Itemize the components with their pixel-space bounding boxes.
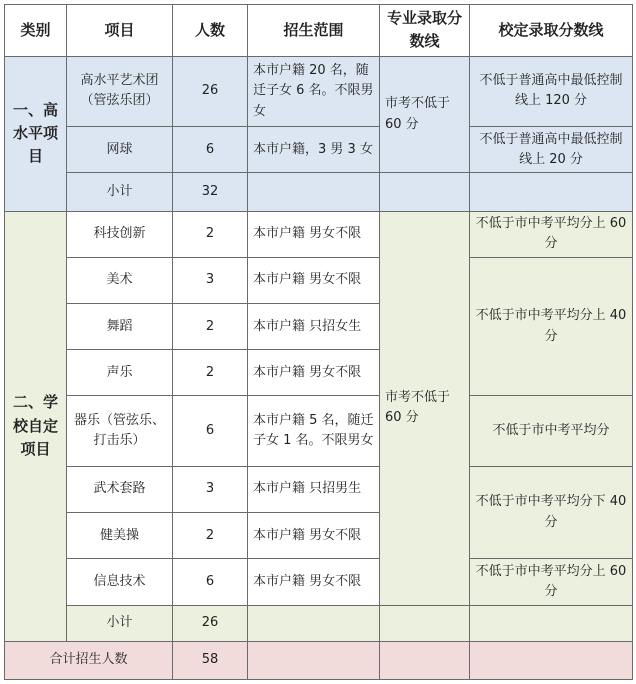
empty-cell (248, 641, 380, 679)
empty-cell (470, 173, 633, 211)
subtotal-count: 26 (173, 605, 248, 641)
admissions-table (4, 4, 633, 680)
item-cell: 科技创新 (67, 211, 173, 257)
total-count: 58 (173, 641, 248, 679)
item-cell: 舞蹈 (67, 304, 173, 350)
count-cell: 6 (173, 127, 248, 173)
table-row (5, 211, 633, 257)
table-row (5, 396, 633, 466)
header-category: 类别 (5, 5, 67, 57)
empty-cell (380, 641, 470, 679)
total-row (5, 641, 633, 679)
count-cell: 6 (173, 396, 248, 466)
empty-cell (470, 605, 633, 641)
table-row (5, 466, 633, 512)
header-count: 人数 (173, 5, 248, 57)
subtotal-count: 32 (173, 173, 248, 211)
count-cell: 3 (173, 466, 248, 512)
header-row (5, 5, 633, 57)
header-scope: 招生范围 (248, 5, 380, 57)
scope-cell: 本市户籍 20 名，随迁子女 6 名。不限男女 (248, 56, 380, 126)
empty-cell (380, 173, 470, 211)
item-cell: 器乐（管弦乐、打击乐） (67, 396, 173, 466)
subtotal-row (5, 173, 633, 211)
count-cell: 2 (173, 513, 248, 559)
scope-cell: 本市户籍 男女不限 (248, 211, 380, 257)
item-cell: 网球 (67, 127, 173, 173)
header-major-score: 专业录取分数线 (380, 5, 470, 57)
subtotal-row (5, 605, 633, 641)
item-cell: 武术套路 (67, 466, 173, 512)
scope-cell: 本市户籍 男女不限 (248, 350, 380, 396)
scope-cell: 本市户籍，3 男 3 女 (248, 127, 380, 173)
item-cell: 声乐 (67, 350, 173, 396)
empty-cell (248, 173, 380, 211)
school-score-cell: 不低于市中考平均分 (470, 396, 633, 466)
school-score-cell: 不低于普通高中最低控制线上 120 分 (470, 56, 633, 126)
item-cell: 高水平艺术团（管弦乐团） (67, 56, 173, 126)
subtotal-label: 小计 (67, 605, 173, 641)
count-cell: 2 (173, 350, 248, 396)
count-cell: 3 (173, 257, 248, 303)
major-score-cell: 市考不低于 60 分 (380, 211, 470, 605)
scope-cell: 本市户籍 男女不限 (248, 559, 380, 605)
count-cell: 6 (173, 559, 248, 605)
scope-cell: 本市户籍 男女不限 (248, 513, 380, 559)
school-score-cell: 不低于市中考平均分上 60 分 (470, 559, 633, 605)
empty-cell (380, 605, 470, 641)
total-label: 合计招生人数 (5, 641, 173, 679)
count-cell: 2 (173, 304, 248, 350)
table-row (5, 559, 633, 605)
school-score-cell: 不低于普通高中最低控制线上 20 分 (470, 127, 633, 173)
scope-cell: 本市户籍 5 名，随迁子女 1 名。不限男女 (248, 396, 380, 466)
school-score-cell: 不低于市中考平均分上 40 分 (470, 257, 633, 396)
header-school-score: 校定录取分数线 (470, 5, 633, 57)
empty-cell (248, 605, 380, 641)
category-cell: 二、学校自定项目 (5, 211, 67, 641)
scope-cell: 本市户籍 只招女生 (248, 304, 380, 350)
empty-cell (470, 641, 633, 679)
school-score-cell: 不低于市中考平均分上 60 分 (470, 211, 633, 257)
scope-cell: 本市户籍 只招男生 (248, 466, 380, 512)
item-cell: 健美操 (67, 513, 173, 559)
item-cell: 美术 (67, 257, 173, 303)
table-row (5, 56, 633, 126)
category-cell: 一、高水平项目 (5, 56, 67, 211)
table-row (5, 257, 633, 303)
item-cell: 信息技术 (67, 559, 173, 605)
table-row (5, 127, 633, 173)
count-cell: 26 (173, 56, 248, 126)
header-item: 项目 (67, 5, 173, 57)
subtotal-label: 小计 (67, 173, 173, 211)
major-score-cell: 市考不低于 60 分 (380, 56, 470, 173)
school-score-cell: 不低于市中考平均分下 40 分 (470, 466, 633, 558)
scope-cell: 本市户籍 男女不限 (248, 257, 380, 303)
count-cell: 2 (173, 211, 248, 257)
